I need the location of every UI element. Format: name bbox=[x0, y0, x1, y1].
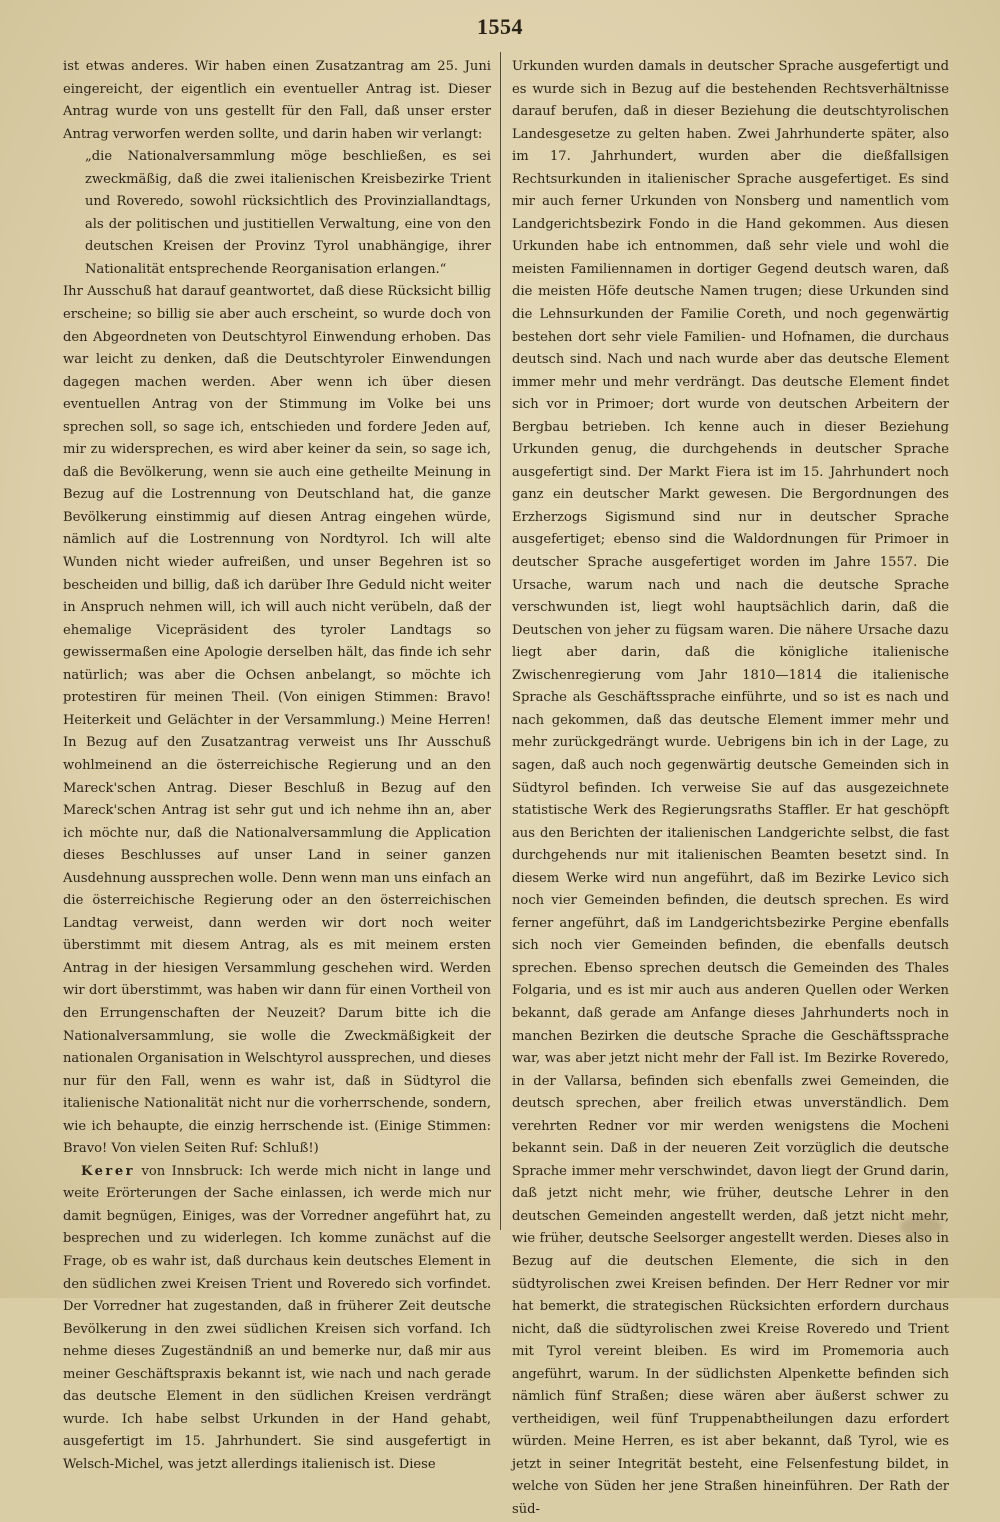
speaker-name: Kerer bbox=[81, 1163, 136, 1179]
column-divider bbox=[500, 52, 501, 1230]
paper-stain bbox=[900, 1216, 942, 1238]
paragraph: Urkunden wurden damals in deutscher Sprache ausgefertigt und es wurde sich in Bezug auf die bestehenden Rechtsverhältnisse darauf berufen, daß in dieser Beziehung die deutschtyrolischen Landesgesetze zu gelten haben. Zwei Jahrhunderte später, also im 17. Jahrhundert, wurden aber die dießfallsigen Rechtsurkunden in italienischer Sprache ausgefertiget. Es sind mir auch ferner Urkunden von Nonsberg und namentlich vom Landgerichtsbezirk Fondo in die Hand gekommen. Aus diesen Urkunden habe ich entnommen, daß sehr viele und wohl die meisten Familiennamen in dortiger Gegend deutsch waren, daß die meisten Höfe deutsche Namen trugen; diese Urkunden sind die Lehnsurkunden der Familie Coreth, und noch gegenwärtig bestehen dort sehr viele Familien- und Hofnamen, die durchaus deutsch sind. Nach und nach wurde aber das deutsche Element immer mehr und mehr verdrängt. Das deutsche Element findet sich vor in Primoer; dort wurde von deutschen Arbeitern der Bergbau betrieben. Ich kenne auch in dieser Beziehung Urkunden genug, die durchgehends in deutscher Sprache ausgefertigt sind. Der Markt Fiera ist im 15. Jahrhundert noch ganz ein deutscher Markt gewesen. Die Bergordnungen des Erzherzogs Sigismund sind nur in deutscher Sprache ausgefertiget; ebenso sind die Waldordnungen für Primoer in deutscher Sprache ausgefertiget worden im Jahre 1557. Die Ursache, warum nach und nach die deutsche Sprache verschwunden ist, liegt wohl hauptsächlich darin, daß die Deutschen von jeher zu fügsam waren. Die nähere Ursache dazu liegt aber darin, daß die königliche italienische Zwischenregierung vom Jahr 1810—1814 die italienische Sprache als Geschäftssprache einführte, und so ist es nach und nach gekommen, daß das deutsche Element immer mehr und mehr zurückgedrängt wurde. Uebrigens bin ich in der Lage, zu sagen, daß auch noch gegenwärtig deutsche Gemeinden sich in Südtyrol befinden. Ich verweise Sie auf das ausgezeichnete statistische Werk des Regierungsraths Staffler. Er hat geschöpft aus den Berichten der italienischen Landgerichte selbst, die fast durchgehends nur mit italienischen Beamten besetzt sind. In diesem Werke wird nun angeführt, daß im Bezirke Levico sich noch vier Gemeinden befinden, die deutsch sprechen. Es wird ferner angeführt, daß im Landgerichtsbezirke Pergine ebenfalls sich noch vier Gemeinden befinden, die ebenfalls deutsch sprechen. Ebenso sprechen deutsch die Gemeinden des Thales Folgaria, und es ist mir auch aus anderen Quellen oder Werken bekannt, daß gerade am Anfange dieses Jahrhunderts noch in manchen Bezirken die deutsche Sprache die Geschäftssprache war, was aber jetzt nicht mehr der Fall ist. Im Bezirke Roveredo, in der Vallarsa, befinden sich ebenfalls zwei Gemeinden, die deutsch sprechen, aber freilich etwas unverständlich. Dem verehrten Redner vor mir werden wenigstens die Mocheni bekannt sein. Daß in der neueren Zeit vorzüglich die deutsche Sprache immer mehr verschwindet, davon liegt der Grund darin, daß jetzt nicht mehr, wie früher, deutsche Lehrer in den deutschen Gemeinden angestellt werden, daß jetzt nicht mehr, wie früher, deutsche Seelsorger angestellt werden. Dieses also in Bezug auf die deutschen Elemente, die sich in den südtyrolischen zwei Kreisen befinden. Der Herr Redner vor mir hat bemerkt, die strategischen Rücksichten erfordern durchaus nicht, daß die südtyrolischen zwei Kreise Roveredo und Trient mit Tyrol vereint bleiben. Es wird im Promemoria auch angeführt, warum. In der südlichsten Alpenkette befinden sich nämlich fünf Straßen; diese wären aber äußerst schwer zu vertheidigen, weil fünf Truppenabtheilungen dazu erfordert würden. Meine Herren, es ist aber bekannt, daß Tyrol, wie es jetzt in seiner Integrität besteht, eine Felsenfestung bildet, in welche von Süden her jene Straßen hineinführen. Der Rath der süd- bbox=[512, 59, 949, 1517]
motion-quote: „die Nationalversammlung möge beschließen, es sei zweckmäßig, daß die zwei italienischen Kreisbezirke Trient und Roveredo, sowohl rücksichtlich des Provinziallandtags, als der politischen und justitiellen Verwaltung, eine von den deutschen Kreisen der Provinz Tyrol unabhängige, ihrer Nationalität entsprechende Reorganisation erlangen.“ bbox=[85, 149, 491, 277]
right-column bbox=[512, 56, 949, 1517]
left-column bbox=[63, 56, 491, 1472]
paragraph: Ihr Ausschuß hat darauf geantwortet, daß diese Rücksicht billig erscheine; so billig sie aber auch erscheint, so wurde doch von den Abgeordneten von Deutschtyrol Einwendung erhoben. Das war leicht zu denken, daß die Deutschtyroler Einwendungen dagegen machen werden. Aber wenn ich über diesen eventuellen Antrag von der Stimmung im Volke bei uns sprechen soll, so sage ich, entschieden und fordere Jeden auf, mir zu widersprechen, es wird aber keiner da sein, so sage ich, daß die Bevölkerung, wenn sie auch eine getheilte Meinung in Bezug auf die Lostrennung von Deutschland hat, die ganze Bevölkerung einstimmig auf diesen Antrag eingehen würde, nämlich auf die Lostrennung von Nordtyrol. Ich will alte Wunden nicht wieder aufreißen, und unser Begehren ist so bescheiden und billig, daß ich darüber Ihre Geduld nicht weiter in Anspruch nehmen will, ich will auch nicht verübeln, daß der ehemalige Vicepräsident des tyroler Landtags so gewissermaßen eine Apologie derselben hält, das finde ich sehr natürlich; was aber die Ochsen anbelangt, so möchte ich protestiren für meinen Theil. (Von einigen Stimmen: Bravo! Heiterkeit und Gelächter in der Versammlung.) Meine Herren! In Bezug auf den Zusatzantrag verweist uns Ihr Ausschuß wohlmeinend an die österreichische Regierung und an den Mareck'schen Antrag. Dieser Beschluß in Bezug auf den Mareck'schen Antrag ist sehr gut und ich nehme ihn an, aber ich möchte nur, daß die Nationalversammlung die Application dieses Beschlusses auf unser Land in seiner ganzen Ausdehnung aussprechen wolle. Denn wenn man uns einfach an die österreichische Regierung oder an den österreichischen Landtag verweist, dann werden wir dort noch weiter überstimmt mit diesem Antrag, als es mit meinem ersten Antrag in der hiesigen Versammlung geschehen wird. Werden wir dort überstimmt, was haben wir dann für einen Vortheil von den Errungenschaften der Neuzeit? Darum bitte ich die Nationalversammlung, sie wolle die Zweckmäßigkeit der nationalen Organisation in Welschtyrol aussprechen, und dieses nur für den Fall, wenn es wahr ist, daß in Südtyrol die italienische Nationalität nicht nur die vorherrschende, sondern, wie ich behaupte, die einzig herrschende ist. (Einige Stimmen: Bravo! Von vielen Seiten Ruf: Schluß!) bbox=[63, 284, 491, 1157]
paragraph: ist etwas anderes. Wir haben einen Zusatzantrag am 25. Juni eingereicht, der eigentlich ein eventueller Antrag ist. Dieser Antrag wurde von uns gestellt für den Fall, daß unser erster Antrag verworfen werden sollte, und darin haben wir verlangt: bbox=[63, 59, 491, 142]
page-number: 1554 bbox=[477, 14, 523, 39]
speech-paragraph bbox=[63, 1161, 491, 1477]
speech-text: von Innsbruck: Ich werde mich nicht in lange und weite Erörterungen der Sache einlassen, ich werde mich nur damit begnügen, Einiges, was der Vorredner angeführt hat, zu besprechen und zu widerlegen. Ich komme zunächst auf die Frage, ob es wahr ist, daß durchaus kein deutsches Element in den südlichen zwei Kreisen Trient und Roveredo sich vorfindet. Der Vorredner hat zugestanden, daß in früherer Zeit deutsche Bevölkerung in den zwei südlichen Kreisen sich vorfand. Ich nehme dieses Zugeständniß an und bemerke nur, daß mir aus meiner Geschäftspraxis bekannt ist, wie nach und nach gerade das deutsche Element in den südlichen Kreisen verdrängt wurde. Ich habe selbst Urkunden in der Hand gehabt, ausgefertigt im 15. Jahrhundert. Sie sind ausgefertigt in Welsch-Michel, was jetzt allerdings italienisch ist. Diese bbox=[63, 1163, 491, 1472]
